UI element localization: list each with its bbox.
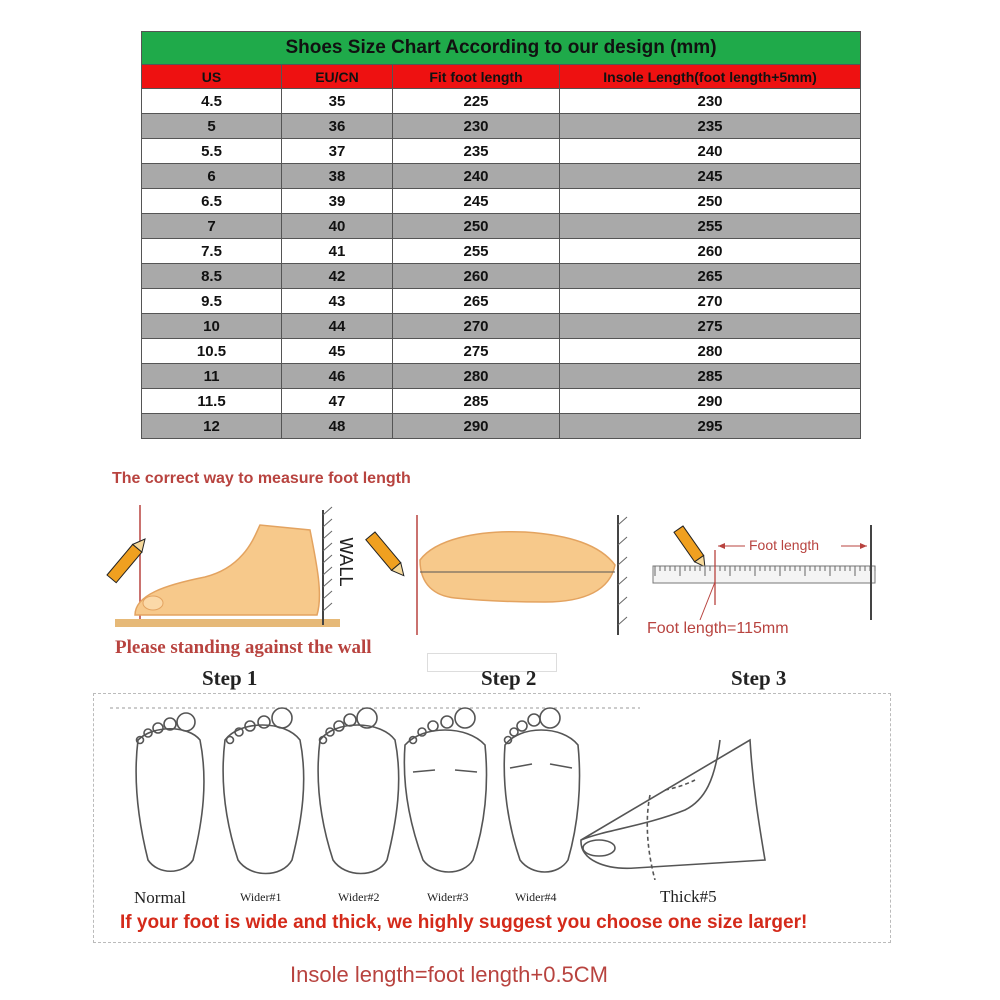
wall-icon [318, 505, 358, 630]
insole-note: Insole length=foot length+0.5CM [290, 962, 609, 987]
step-2-label: Step 2 [481, 666, 537, 690]
cell-fit-foot-length: 240 [393, 164, 560, 189]
foot-outline-icon [581, 740, 765, 880]
table-row [142, 139, 861, 164]
table-row [142, 239, 861, 264]
cell-eu-cn: 41 [282, 239, 393, 264]
cell-us: 7 [142, 214, 282, 239]
pencil-icon [107, 535, 150, 583]
pencil-icon [674, 526, 709, 570]
foot-type-normal: Normal [134, 888, 186, 907]
cell-insole-length: 290 [560, 389, 861, 414]
cell-insole-length: 240 [560, 139, 861, 164]
step-1-label: Step 1 [202, 666, 258, 690]
step-3-label: Step 3 [731, 666, 787, 690]
cell-fit-foot-length: 275 [393, 339, 560, 364]
table-row [142, 389, 861, 414]
cell-fit-foot-length: 230 [393, 114, 560, 139]
chart-title: Shoes Size Chart According to our design (mm) [142, 32, 861, 65]
size-chart-table [141, 31, 861, 439]
cell-insole-length: 265 [560, 264, 861, 289]
cell-us: 12 [142, 414, 282, 439]
foot-type-wider3: Wider#3 [427, 890, 469, 904]
cell-eu-cn: 45 [282, 339, 393, 364]
foot-outline-icon [136, 713, 204, 871]
cell-us: 9.5 [142, 289, 282, 314]
header-insole-length: Insole Length(foot length+5mm) [560, 65, 861, 89]
cell-us: 6.5 [142, 189, 282, 214]
foot-type-wider4: Wider#4 [515, 890, 557, 904]
cell-fit-foot-length: 290 [393, 414, 560, 439]
cell-eu-cn: 44 [282, 314, 393, 339]
cell-us: 11.5 [142, 389, 282, 414]
foot-type-thick5: Thick#5 [660, 887, 717, 906]
cell-eu-cn: 46 [282, 364, 393, 389]
cell-fit-foot-length: 225 [393, 89, 560, 114]
cell-insole-length: 295 [560, 414, 861, 439]
ruler-icon [653, 566, 875, 583]
cell-fit-foot-length: 255 [393, 239, 560, 264]
header-eu-cn: EU/CN [282, 65, 393, 89]
table-row [142, 189, 861, 214]
cell-eu-cn: 39 [282, 189, 393, 214]
cell-us: 10 [142, 314, 282, 339]
cell-us: 10.5 [142, 339, 282, 364]
table-row [142, 414, 861, 439]
cell-insole-length: 255 [560, 214, 861, 239]
measure-title: The correct way to measure foot length [112, 470, 411, 487]
cell-eu-cn: 40 [282, 214, 393, 239]
foot-outline-icon [223, 708, 304, 874]
foot-types-illustration [110, 700, 880, 880]
table-row [142, 264, 861, 289]
foot-length-label: Foot length [749, 537, 820, 553]
foot-outline-icon [404, 708, 486, 872]
foot-type-wider1: Wider#1 [240, 890, 282, 904]
cell-eu-cn: 35 [282, 89, 393, 114]
cell-insole-length: 230 [560, 89, 861, 114]
cell-fit-foot-length: 235 [393, 139, 560, 164]
table-row [142, 89, 861, 114]
cell-fit-foot-length: 245 [393, 189, 560, 214]
cell-us: 11 [142, 364, 282, 389]
table-row [142, 164, 861, 189]
foot-top-icon [420, 532, 615, 602]
cell-insole-length: 250 [560, 189, 861, 214]
cell-insole-length: 260 [560, 239, 861, 264]
foot-outline-icon [504, 708, 579, 872]
step2-illustration [365, 510, 635, 640]
cell-us: 8.5 [142, 264, 282, 289]
table-row [142, 214, 861, 239]
table-row [142, 364, 861, 389]
cell-us: 5.5 [142, 139, 282, 164]
wall-note: Please standing against the wall [115, 637, 372, 658]
cell-eu-cn: 47 [282, 389, 393, 414]
cell-fit-foot-length: 265 [393, 289, 560, 314]
table-row [142, 339, 861, 364]
cell-us: 6 [142, 164, 282, 189]
cell-fit-foot-length: 260 [393, 264, 560, 289]
cell-us: 7.5 [142, 239, 282, 264]
cell-insole-length: 235 [560, 114, 861, 139]
cell-fit-foot-length: 270 [393, 314, 560, 339]
cell-eu-cn: 48 [282, 414, 393, 439]
cell-insole-length: 275 [560, 314, 861, 339]
table-row [142, 289, 861, 314]
foot-outline-icon [318, 708, 399, 874]
cell-us: 4.5 [142, 89, 282, 114]
header-fit-foot-length: Fit foot length [393, 65, 560, 89]
pencil-icon [366, 532, 409, 580]
foot-type-wider2: Wider#2 [338, 890, 380, 904]
cell-insole-length: 280 [560, 339, 861, 364]
cell-eu-cn: 36 [282, 114, 393, 139]
cell-fit-foot-length: 280 [393, 364, 560, 389]
cell-eu-cn: 37 [282, 139, 393, 164]
cell-eu-cn: 43 [282, 289, 393, 314]
foot-length-example: Foot length=115mm [647, 620, 789, 637]
cell-insole-length: 245 [560, 164, 861, 189]
size-suggestion: If your foot is wide and thick, we highly suggest you choose one size larger! [120, 912, 808, 933]
floor [115, 619, 340, 627]
header-us: US [142, 65, 282, 89]
cell-us: 5 [142, 114, 282, 139]
table-row [142, 114, 861, 139]
cell-fit-foot-length: 250 [393, 214, 560, 239]
cell-fit-foot-length: 285 [393, 389, 560, 414]
cell-eu-cn: 42 [282, 264, 393, 289]
wall-label: WALL [335, 537, 356, 587]
cell-insole-length: 270 [560, 289, 861, 314]
cell-insole-length: 285 [560, 364, 861, 389]
cell-eu-cn: 38 [282, 164, 393, 189]
table-row [142, 314, 861, 339]
